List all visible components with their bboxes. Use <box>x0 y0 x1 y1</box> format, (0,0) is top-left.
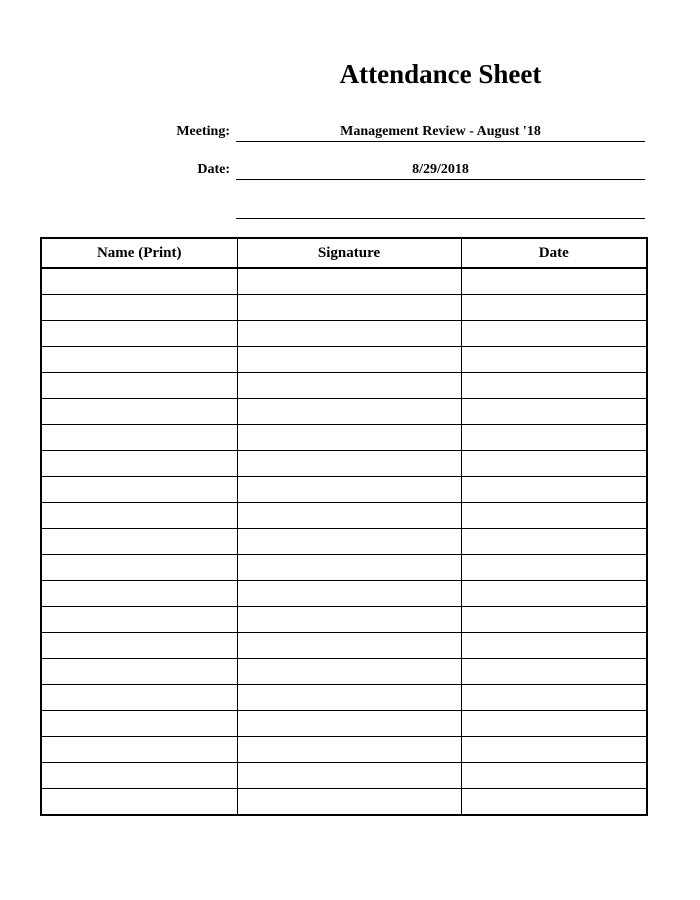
signature-cell[interactable] <box>237 295 461 321</box>
table-row <box>41 763 647 789</box>
table-row <box>41 529 647 555</box>
date-cell[interactable] <box>461 607 647 633</box>
name-cell[interactable] <box>41 425 237 451</box>
table-row <box>41 451 647 477</box>
meeting-label: Meeting: <box>176 124 230 139</box>
signature-cell[interactable] <box>237 633 461 659</box>
date-cell[interactable] <box>461 581 647 607</box>
table-row <box>41 347 647 373</box>
name-cell[interactable] <box>41 659 237 685</box>
table-row <box>41 268 647 295</box>
name-cell[interactable] <box>41 607 237 633</box>
date-label: Date: <box>197 162 230 177</box>
column-header-signature: Signature <box>237 238 461 268</box>
date-cell[interactable] <box>461 321 647 347</box>
table-row <box>41 685 647 711</box>
signature-cell[interactable] <box>237 451 461 477</box>
signature-cell[interactable] <box>237 555 461 581</box>
meeting-field[interactable]: Management Review - August '18 <box>236 123 645 142</box>
table-row <box>41 555 647 581</box>
table-row <box>41 659 647 685</box>
signature-cell[interactable] <box>237 581 461 607</box>
name-cell[interactable] <box>41 503 237 529</box>
name-cell[interactable] <box>41 789 237 816</box>
table-row <box>41 321 647 347</box>
table-row <box>41 581 647 607</box>
date-cell[interactable] <box>461 503 647 529</box>
name-cell[interactable] <box>41 711 237 737</box>
name-cell[interactable] <box>41 763 237 789</box>
date-cell[interactable] <box>461 763 647 789</box>
signature-cell[interactable] <box>237 373 461 399</box>
date-cell[interactable] <box>461 268 647 295</box>
date-cell[interactable] <box>461 373 647 399</box>
name-cell[interactable] <box>41 399 237 425</box>
name-cell[interactable] <box>41 529 237 555</box>
table-row <box>41 711 647 737</box>
date-field[interactable]: 8/29/2018 <box>236 161 645 180</box>
column-header-date: Date <box>461 238 647 268</box>
date-cell[interactable] <box>461 529 647 555</box>
date-cell[interactable] <box>461 737 647 763</box>
signature-cell[interactable] <box>237 503 461 529</box>
signature-cell[interactable] <box>237 763 461 789</box>
signature-cell[interactable] <box>237 737 461 763</box>
date-cell[interactable] <box>461 685 647 711</box>
signature-cell[interactable] <box>237 789 461 816</box>
table-body <box>41 268 647 815</box>
date-cell[interactable] <box>461 659 647 685</box>
name-cell[interactable] <box>41 581 237 607</box>
signature-cell[interactable] <box>237 607 461 633</box>
date-cell[interactable] <box>461 295 647 321</box>
signature-cell[interactable] <box>237 711 461 737</box>
name-cell[interactable] <box>41 737 237 763</box>
name-cell[interactable] <box>41 321 237 347</box>
name-cell[interactable] <box>41 633 237 659</box>
date-cell[interactable] <box>461 399 647 425</box>
name-cell[interactable] <box>41 347 237 373</box>
table-row <box>41 737 647 763</box>
signature-cell[interactable] <box>237 529 461 555</box>
signature-cell[interactable] <box>237 347 461 373</box>
header-row <box>41 238 647 268</box>
name-cell[interactable] <box>41 268 237 295</box>
table-row <box>41 399 647 425</box>
table-row <box>41 789 647 816</box>
table-row <box>41 373 647 399</box>
name-cell[interactable] <box>41 685 237 711</box>
table-row <box>41 503 647 529</box>
column-header-name: Name (Print) <box>41 238 237 268</box>
signature-cell[interactable] <box>237 399 461 425</box>
table-row <box>41 477 647 503</box>
table-row <box>41 425 647 451</box>
signature-cell[interactable] <box>237 685 461 711</box>
page-title: Attendance Sheet <box>339 59 542 89</box>
signature-cell[interactable] <box>237 477 461 503</box>
name-cell[interactable] <box>41 555 237 581</box>
name-cell[interactable] <box>41 295 237 321</box>
date-cell[interactable] <box>461 347 647 373</box>
signature-cell[interactable] <box>237 425 461 451</box>
date-cell[interactable] <box>461 477 647 503</box>
date-cell[interactable] <box>461 789 647 816</box>
table-row <box>41 295 647 321</box>
attendance-table <box>40 237 648 816</box>
date-cell[interactable] <box>461 555 647 581</box>
name-cell[interactable] <box>41 477 237 503</box>
signature-cell[interactable] <box>237 321 461 347</box>
blank-field-line[interactable] <box>236 200 645 219</box>
name-cell[interactable] <box>41 373 237 399</box>
date-cell[interactable] <box>461 451 647 477</box>
date-cell[interactable] <box>461 711 647 737</box>
signature-cell[interactable] <box>237 659 461 685</box>
signature-cell[interactable] <box>237 268 461 295</box>
name-cell[interactable] <box>41 451 237 477</box>
date-cell[interactable] <box>461 633 647 659</box>
table-row <box>41 607 647 633</box>
table-row <box>41 633 647 659</box>
date-cell[interactable] <box>461 425 647 451</box>
